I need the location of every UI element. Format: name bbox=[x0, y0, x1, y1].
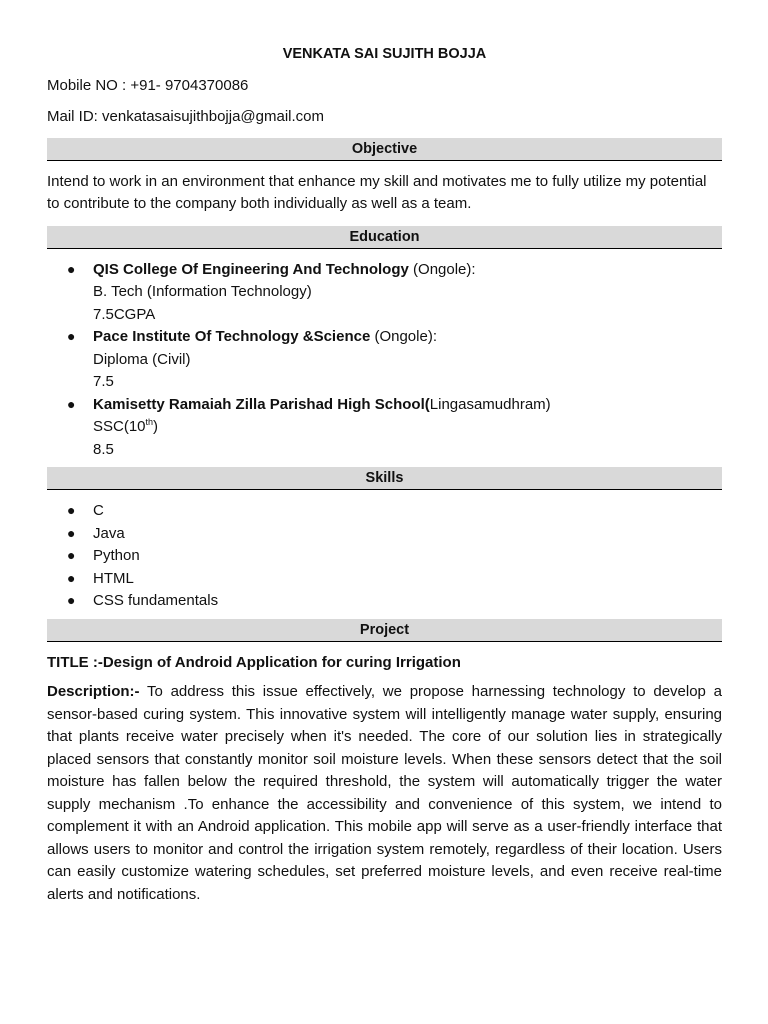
skill-item bbox=[47, 568, 722, 591]
bullet-icon: ● bbox=[67, 260, 76, 277]
education-item bbox=[47, 259, 722, 327]
objective-text: Intend to work in an environment that enhance my skill and motivates me to fully utilize my potential to contribute to the company both individually as well as a team. bbox=[47, 172, 707, 213]
project-title: TITLE :-Design of Android Application for curing Irrigation bbox=[47, 653, 461, 671]
skill-item bbox=[47, 523, 722, 546]
skill-item bbox=[47, 590, 722, 613]
education-heading: Education bbox=[47, 226, 722, 249]
bullet-icon: ● bbox=[67, 569, 76, 586]
bullet-icon: ● bbox=[67, 547, 76, 564]
bullet-icon: ● bbox=[67, 524, 76, 541]
education-institution: Pace Institute Of Technology &Science bbox=[93, 328, 371, 346]
objective-heading: Objective bbox=[47, 138, 722, 161]
bullet-icon: ● bbox=[67, 395, 76, 412]
skill-label: C bbox=[93, 502, 104, 520]
mobile-number: Mobile NO : +91- 9704370086 bbox=[47, 76, 249, 94]
mail-id: Mail ID: venkatasaisujithbojja@gmail.com bbox=[47, 108, 325, 126]
education-grade: 7.5 bbox=[93, 373, 114, 391]
bullet-icon: ● bbox=[67, 592, 76, 609]
education-grade: 7.5CGPA bbox=[93, 305, 156, 323]
skill-item bbox=[47, 545, 722, 568]
description-label: Description:- bbox=[47, 683, 140, 701]
bullet-icon: ● bbox=[67, 328, 76, 345]
project-heading: Project bbox=[47, 619, 722, 642]
skill-item bbox=[47, 500, 722, 523]
skill-label: Java bbox=[93, 524, 125, 542]
education-degree-text: SSC(10 bbox=[93, 418, 146, 436]
project-description bbox=[47, 681, 722, 906]
candidate-name: VENKATA SAI SUJITH BOJJA bbox=[282, 46, 487, 62]
skills-heading: Skills bbox=[47, 467, 722, 490]
education-grade: 8.5 bbox=[93, 440, 114, 458]
skill-label: Python bbox=[93, 547, 140, 565]
education-degree: Diploma (Civil) bbox=[93, 350, 191, 368]
skills-list bbox=[47, 500, 722, 613]
education-institution: QIS College Of Engineering And Technology bbox=[93, 260, 409, 278]
education-location: (Ongole): bbox=[370, 328, 437, 346]
education-degree: B. Tech (Information Technology) bbox=[93, 283, 312, 301]
education-institution: Kamisetty Ramaiah Zilla Parishad High School( bbox=[93, 395, 430, 413]
education-list bbox=[47, 259, 722, 462]
education-location: (Ongole): bbox=[408, 260, 476, 278]
education-degree-tail: ) bbox=[153, 418, 159, 436]
description-text: To address this issue effectively, we propose harnessing technology to develop a sensor-based curing system. This innovative system will intelligently manage water supply, ensuring that plants receive water precisely when it's needed. The core of our solution lies in strategically placed sensors that constantly monitor soil moisture levels. When these sensors detect that the soil moisture has fallen below the required threshold, the system will automatically trigger the water supply mechanism .To enhance the accessibility and convenience of this system, we intend to complement it with an Android application. This mobile app will serve as a user-friendly interface that allows users to monitor and control the irrigation system remotely, regardless of their location. Users can easily customize watering schedules, set preferred moisture levels, and even receive real-time alerts and notifications. bbox=[47, 683, 722, 903]
bullet-icon: ● bbox=[67, 502, 76, 519]
skill-label: CSS fundamentals bbox=[93, 592, 219, 610]
education-item bbox=[47, 326, 722, 394]
education-degree-sup: th bbox=[145, 417, 154, 428]
education-item bbox=[47, 394, 722, 462]
education-location: Lingasamudhram) bbox=[429, 395, 551, 413]
resume-content bbox=[47, 44, 722, 916]
skill-label: HTML bbox=[93, 569, 134, 587]
education-degree bbox=[93, 416, 722, 439]
